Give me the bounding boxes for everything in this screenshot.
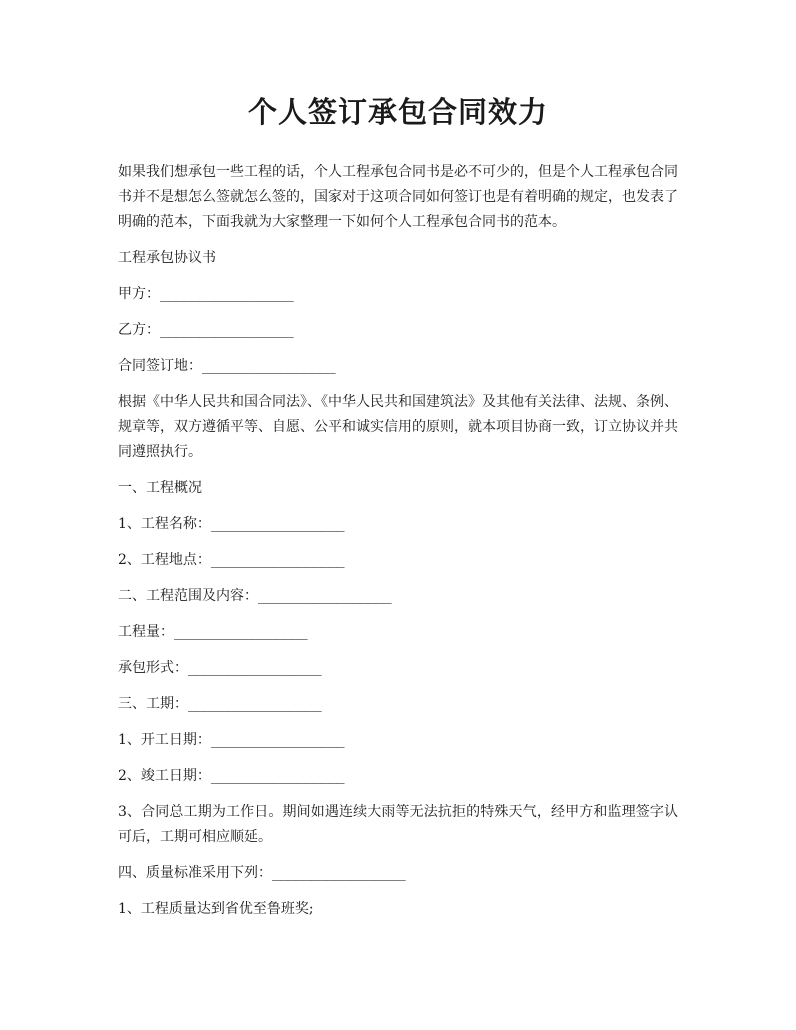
section-3-line: [118, 692, 678, 717]
project-name-line: [118, 512, 678, 537]
party-b-line: [118, 318, 678, 343]
section-4-blank: _________________: [272, 865, 406, 881]
completion-date-blank: _________________: [210, 768, 345, 784]
start-date-label: 1、开工日期：: [118, 732, 211, 748]
completion-date-label: 2、竣工日期：: [118, 768, 211, 784]
contract-form-label: 承包形式：: [118, 660, 188, 676]
project-name-blank: _________________: [210, 516, 345, 532]
project-name-label: 1、工程名称：: [118, 516, 211, 532]
contract-form-line: [118, 656, 678, 681]
sign-place-line: [118, 354, 678, 379]
party-a-label: 甲方：: [118, 286, 160, 302]
project-location-label: 2、工程地点：: [118, 552, 211, 568]
section-4-line: [118, 861, 678, 886]
section-1-heading: 一、工程概况: [118, 480, 202, 496]
party-a-blank: _________________: [160, 286, 294, 302]
section-2-label: 二、工程范围及内容：: [118, 588, 258, 604]
basis-paragraph: 根据《中华人民共和国合同法》、《中华人民共和国建筑法》及其他有关法律、法规、条例、规章等，双方遵循平等、自愿、公平和诚实信用的原则，就本项目协商一致，订立协议并共同遵照执行。: [118, 394, 678, 460]
document-title: 个人签订承包合同效力: [247, 95, 548, 129]
start-date-blank: _________________: [210, 732, 345, 748]
section-4-label: 四、质量标准采用下列：: [118, 865, 272, 881]
total-period-paragraph: 3、合同总工期为工作日。期间如遇连续大雨等无法抗拒的特殊天气，经甲方和监理签字认可后，工期可相应顺延。: [118, 804, 678, 845]
party-a-line: [118, 282, 678, 307]
sign-place-blank: _________________: [202, 358, 336, 374]
sign-place-label: 合同签订地：: [118, 358, 202, 374]
quality-item-1: 1、工程质量达到省优至鲁班奖;: [118, 901, 314, 917]
section-2-line: [118, 584, 678, 609]
party-b-label: 乙方：: [118, 322, 160, 338]
contract-form-blank: _________________: [188, 660, 322, 676]
section-3-label: 三、工期：: [118, 696, 188, 712]
project-location-blank: _________________: [210, 552, 345, 568]
intro-paragraph: 如果我们想承包一些工程的话，个人工程承包合同书是必不可少的，但是个人工程承包合同书并不是想怎么签就怎么签的，国家对于这项合同如何签订也是有着明确的规定，也发表了明确的范本，下面我就为大家整理一下如何个人工程承包合同书的范本。: [118, 164, 678, 230]
section-2-blank: _________________: [258, 588, 392, 604]
quantity-blank: _________________: [174, 624, 308, 640]
doc-heading: 工程承包协议书: [118, 250, 216, 266]
section-3-blank: _________________: [188, 696, 322, 712]
quantity-line: [118, 620, 678, 645]
project-location-line: [118, 548, 678, 573]
party-b-blank: _________________: [160, 322, 294, 338]
completion-date-line: [118, 764, 678, 789]
quantity-label: 工程量：: [118, 624, 174, 640]
start-date-line: [118, 728, 678, 753]
